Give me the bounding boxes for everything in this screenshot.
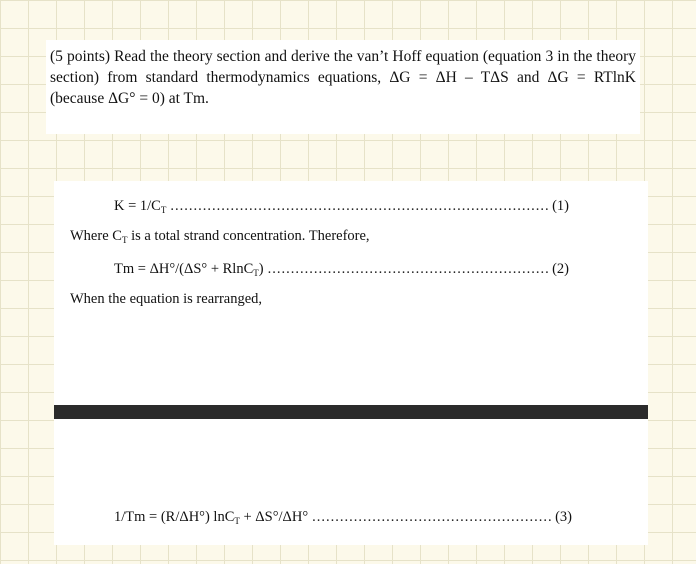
equation-3-lhs: 1/Tm = (R/ΔH°) lnC$_T$ + ΔS°/ΔH° [114,509,309,526]
equation-3 [114,509,572,526]
equation-1-number: (1) [552,198,569,214]
where-line: Where $C_T$ is a total strand concentration. Therefore, [70,228,370,245]
question-box [46,40,640,134]
equation-1 [114,198,569,215]
equation-1-lhs: $K = 1/C_T$ [114,198,167,215]
redaction-bar [54,405,648,419]
leader-dots [170,198,549,215]
leader-dots [268,261,549,278]
equation-2-number: (2) [552,261,569,277]
rearranged-line: When the equation is rearranged, [70,291,263,307]
equation-2-lhs: Tm = ΔH°/(ΔS° + RlnC$_T$) [114,261,264,278]
leader-dots [312,509,552,526]
equation-3-number: (3) [555,509,572,525]
equation-2 [114,261,569,278]
question-text: (5 points) Read the theory section and derive the van’t Hoff equation (equation 3 in the theory section) from standard thermodynamics equations, ΔG = ΔH – TΔS and ΔG = RTlnK (because ΔG° = 0) at Tm. [50,48,636,107]
